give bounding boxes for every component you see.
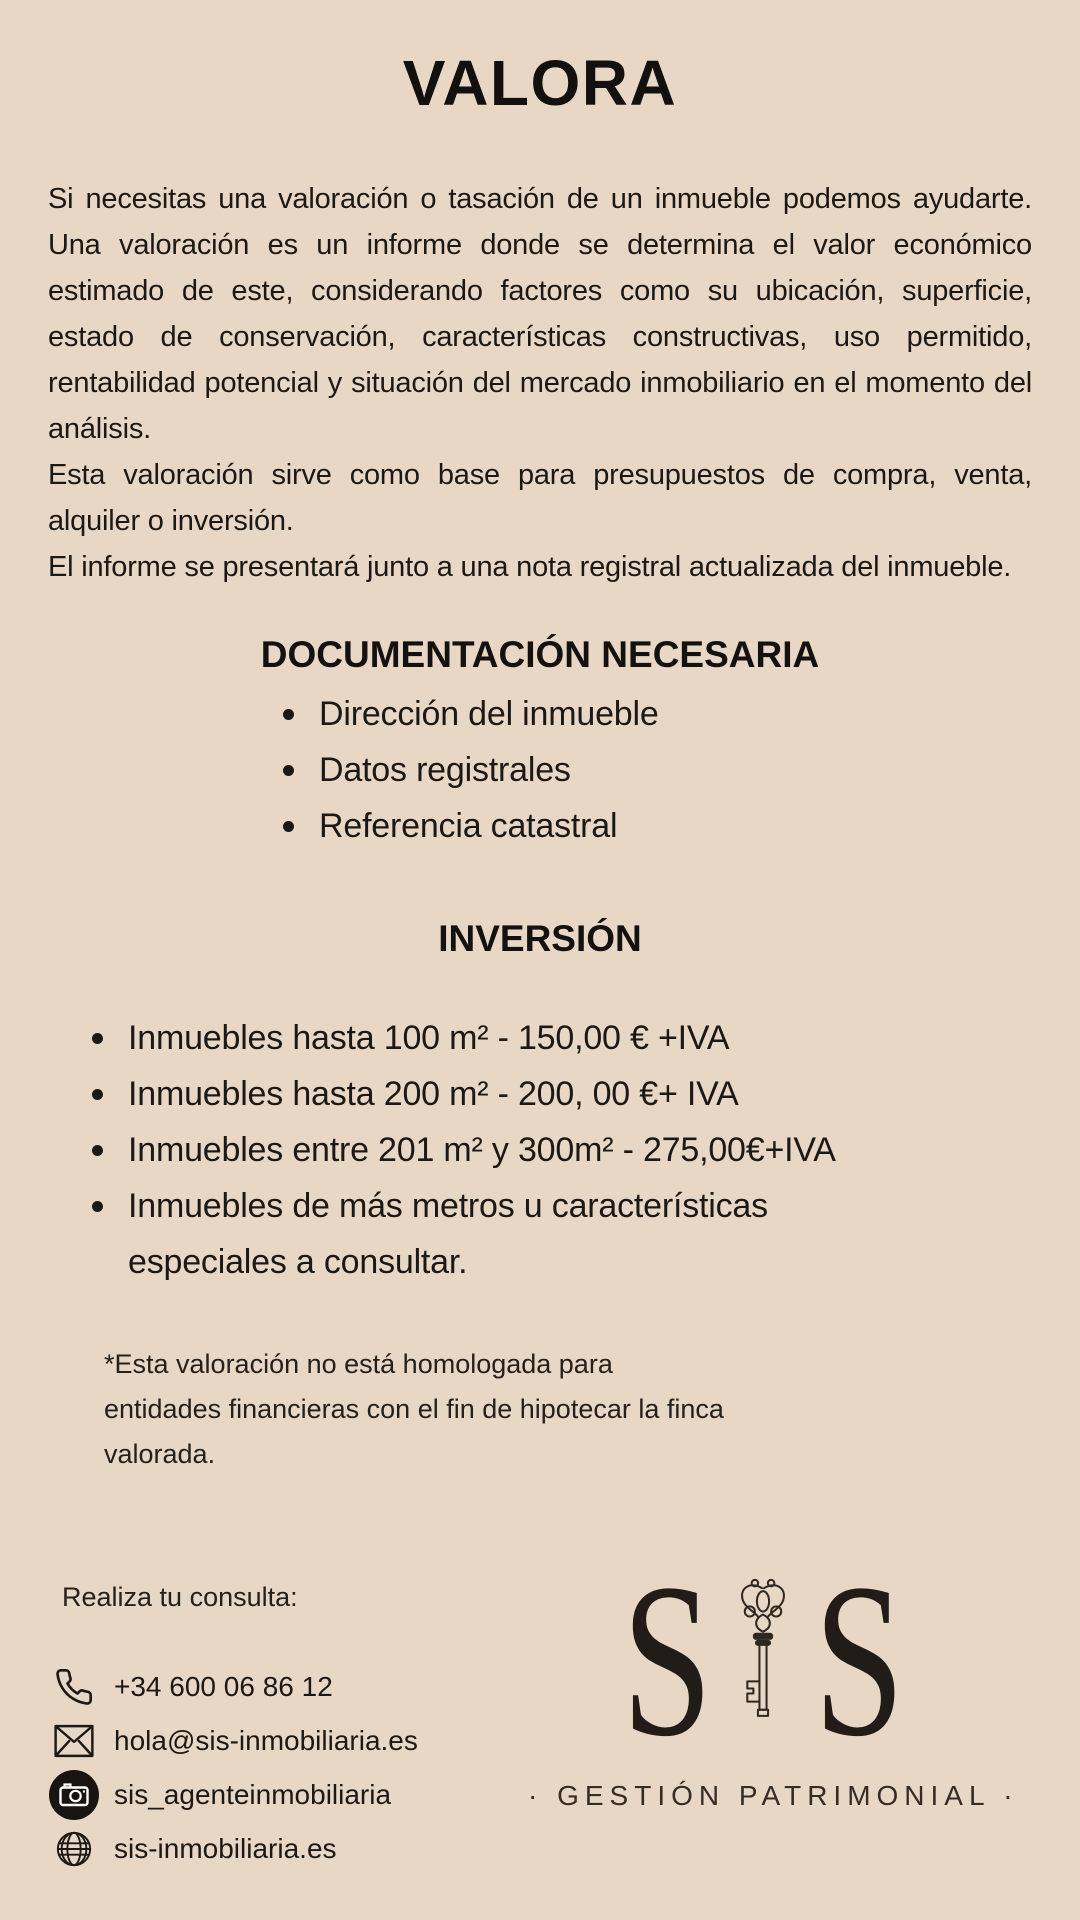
intro-section	[48, 176, 1032, 590]
documentation-heading: DOCUMENTACIÓN NECESARIA	[260, 634, 820, 675]
investment-list	[92, 1010, 1080, 1290]
email-icon	[48, 1723, 100, 1759]
brand-letters	[528, 1538, 998, 1782]
list-item	[92, 1010, 1080, 1066]
bullet-icon	[283, 821, 294, 832]
bullet-icon	[92, 1145, 103, 1156]
price-item-label: Inmuebles hasta 200 m² - 200, 00 €+ IVA	[128, 1075, 739, 1113]
bullet-icon	[92, 1089, 103, 1100]
email-address[interactable]: hola@sis-inmobiliaria.es	[114, 1725, 418, 1756]
list-item	[283, 686, 1080, 742]
list-item	[92, 1122, 1080, 1178]
documentation-list	[283, 686, 1080, 854]
contact-heading: Realiza tu consulta:	[62, 1582, 298, 1612]
contact-row-phone	[48, 1660, 418, 1714]
bullet-icon	[283, 709, 294, 720]
brand-letter-s-right: S	[813, 1538, 905, 1782]
price-item-label: Inmuebles entre 201 m² y 300m² - 275,00€+IVA	[128, 1131, 836, 1169]
bullet-icon	[92, 1033, 103, 1044]
list-item	[283, 742, 1080, 798]
phone-icon	[48, 1667, 100, 1707]
contact-row-email	[48, 1714, 418, 1768]
list-item	[283, 798, 1080, 854]
contact-row-website	[48, 1822, 418, 1876]
intro-paragraph: Esta valoración sirve como base para presupuestos de compra, venta, alquiler o inversión.	[48, 459, 1032, 537]
brand-letter-s-left: S	[621, 1538, 713, 1782]
disclaimer-note: *Esta valoración no está homologada para entidades financieras con el fin de hipotecar la finca valorada.	[104, 1349, 724, 1469]
instagram-icon	[48, 1770, 100, 1820]
price-item-label: Inmuebles hasta 100 m² - 150,00 € +IVA	[128, 1019, 730, 1057]
contact-list	[48, 1660, 418, 1876]
bullet-icon	[92, 1201, 103, 1212]
globe-icon	[48, 1830, 100, 1868]
page-title: VALORA	[402, 47, 678, 119]
list-item	[92, 1178, 1080, 1290]
list-item-label: Dirección del inmueble	[319, 695, 659, 733]
instagram-handle[interactable]: sis_agenteinmobiliaria	[114, 1779, 392, 1810]
brand-logo	[528, 1538, 1019, 1812]
list-item-label: Referencia catastral	[319, 807, 618, 845]
website-url[interactable]: sis-inmobiliaria.es	[114, 1833, 337, 1864]
intro-paragraph: El informe se presentará junto a una nota registral actualizada del inmueble.	[48, 551, 1012, 583]
intro-paragraph: Si necesitas una valoración o tasación de un inmueble podemos ayudarte. Una valoración es un informe donde se determina el valor económico estimado de este, considerando factores como su ubicación, superficie, estado de conservación, características constructivas, uso permitido, rentabilidad potencial y situación del mercado inmobiliario en el momento del análisis.	[48, 183, 1032, 445]
contact-row-instagram	[48, 1768, 418, 1822]
phone-number[interactable]: +34 600 06 86 12	[114, 1671, 333, 1702]
price-item-label: Inmuebles de más metros u características especiales a consultar.	[128, 1187, 768, 1281]
bullet-icon	[283, 765, 294, 776]
vintage-key-icon	[734, 1576, 792, 1728]
brand-tagline: · GESTIÓN PATRIMONIAL ·	[528, 1780, 1019, 1811]
investment-heading: INVERSIÓN	[438, 918, 642, 959]
list-item-label: Datos registrales	[319, 751, 571, 789]
list-item	[92, 1066, 1080, 1122]
